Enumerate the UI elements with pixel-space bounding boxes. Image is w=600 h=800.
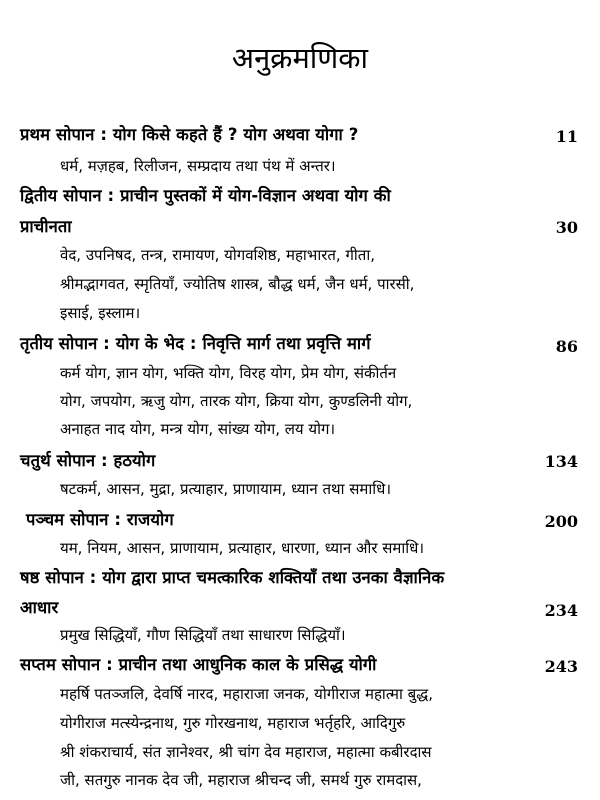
chapter-topics: श्रीमद्भागवत, स्मृतियाँ, ज्योतिष शास्त्र, बौद्ध धर्म, जैन धर्म, पारसी, — [60, 275, 415, 293]
page-number: 11 — [555, 127, 578, 146]
chapter-topics: कर्म योग, ज्ञान योग, भक्ति योग, विरह योग, प्रेम योग, संकीर्तन — [60, 364, 397, 382]
chapter-topics: षटकर्म, आसन, मुद्रा, प्रत्याहार, प्राणायाम, ध्यान तथा समाधि। — [60, 480, 392, 498]
page-title: अनुक्रमणिका — [231, 41, 369, 75]
chapter-heading: सप्तम सोपान : प्राचीन तथा आधुनिक काल के प्रसिद्ध योगी — [20, 655, 377, 674]
chapter-topics: जी, सतगुरु नानक देव जी, महाराज श्रीचन्द जी, समर्थ गुरु रामदास, — [60, 771, 422, 789]
page-number: 134 — [544, 452, 578, 471]
chapter-topics: योगीराज मत्स्येन्द्रनाथ, गुरु गोरखनाथ, महाराज भर्तृहरि, आदिगुरु — [60, 714, 406, 732]
chapter-topics: धर्म, मज़हब, रिलीजन, सम्प्रदाय तथा पंथ में अन्तर। — [60, 157, 336, 175]
chapter-topics: यम, नियम, आसन, प्राणायाम, प्रत्याहार, धारणा, ध्यान और समाधि। — [60, 539, 425, 557]
chapter-heading: चतुर्थ सोपान : हठयोग — [20, 451, 156, 470]
chapter-topics: वेद, उपनिषद, तन्त्र, रामायण, योगवशिष्ठ, महाभारत, गीता, — [60, 246, 375, 264]
chapter-topics: इसाई, इस्लाम। — [60, 304, 141, 322]
chapter-heading-cont: आधार — [20, 598, 59, 617]
page-number: 200 — [544, 512, 578, 531]
chapter-heading: द्वितीय सोपान : प्राचीन पुस्तकों में योग-विज्ञान अथवा योग की — [20, 186, 391, 205]
chapter-topics: योग, जपयोग, ऋजु योग, तारक योग, क्रिया योग, कुण्डलिनी योग, — [60, 392, 413, 410]
chapter-heading-cont: प्राचीनता — [20, 217, 72, 236]
chapter-topics: श्री शंकराचार्य, संत ज्ञानेश्वर, श्री चांग देव महाराज, महात्मा कबीरदास — [60, 743, 432, 761]
page-number: 234 — [544, 601, 578, 620]
chapter-heading: प्रथम सोपान : योग किसे कहते हैं ? योग अथवा योगा ? — [20, 125, 359, 144]
chapter-topics: अनाहत नाद योग, मन्त्र योग, सांख्य योग, लय योग। — [60, 420, 336, 438]
page-number: 243 — [544, 657, 578, 676]
chapter-topics: प्रमुख सिद्धियाँ, गौण सिद्धियाँ तथा साधारण सिद्धियाँ। — [60, 626, 346, 644]
page-number: 86 — [555, 337, 578, 356]
chapter-topics: महर्षि पतञ्जलि, देवर्षि नारद, महाराजा जनक, योगीराज महात्मा बुद्ध, — [60, 685, 433, 703]
chapter-heading: षष्ठ सोपान : योग द्वारा प्राप्त चमत्कारिक शक्तियाँ तथा उनका वैज्ञानिक — [20, 568, 445, 587]
page-number: 30 — [555, 218, 578, 237]
chapter-heading: पञ्चम सोपान : राजयोग — [26, 510, 174, 529]
chapter-heading: तृतीय सोपान : योग के भेद : निवृत्ति मार्ग तथा प्रवृत्ति मार्ग — [20, 334, 371, 353]
